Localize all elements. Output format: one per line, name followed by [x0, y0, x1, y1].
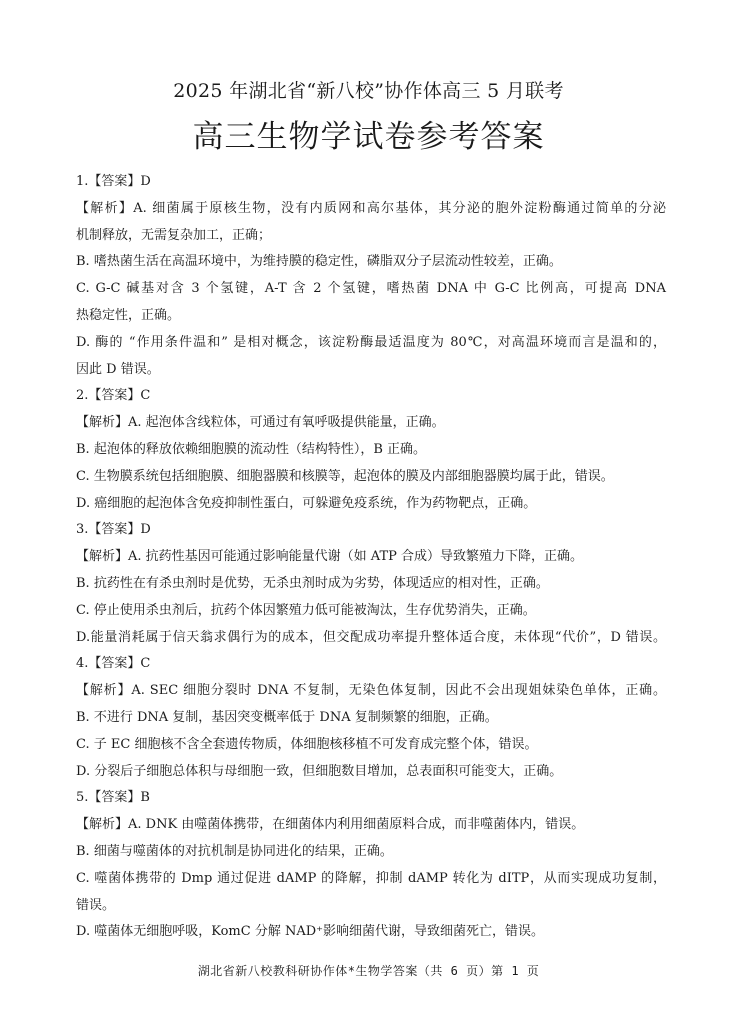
- explanation-line: B. 不进行 DNA 复制，基因突变概率低于 DNA 复制频繁的细胞，正确。: [76, 709, 498, 725]
- explanation-line: B. 抗药性在有杀虫剂时是优势，无杀虫剂时成为劣势，体现适应的相对性，正确。: [76, 575, 549, 591]
- answer-heading: 3.【答案】D: [76, 522, 151, 538]
- answer-heading: 1.【答案】D: [76, 174, 151, 189]
- page-title: 高三生物学试卷参考答案: [192, 119, 545, 155]
- explanation-line: 热稳定性，正确。: [76, 307, 181, 323]
- answer-heading: 5.【答案】B: [76, 790, 150, 806]
- explanation-line: C. 停止使用杀虫剂后，抗药个体因繁殖力低可能被淘汰，生存优势消失，正确。: [76, 602, 536, 618]
- explanation-line: C. 子 EC 细胞核不含全套遗传物质，体细胞核移植不可发育成完整个体，错误。: [76, 736, 538, 752]
- answer-content: [76, 169, 666, 946]
- explanation-line: C. 生物膜系统包括细胞膜、细胞器膜和核膜等，起泡体的膜及内部细胞器膜均属于此，错误。: [76, 468, 614, 484]
- explanation-line: B. 细菌与噬菌体的对抗机制是协同进化的结果，正确。: [76, 843, 393, 859]
- explanation-line: B. 起泡体的释放依赖细胞膜的流动性（结构特性），B 正确。: [76, 441, 427, 457]
- answer-heading: 4.【答案】C: [76, 656, 151, 672]
- explanation-line: D.能量消耗属于信天翁求偶行为的成本，但交配成功率提升整体适合度，未体现“代价”，D 错误。: [76, 629, 666, 645]
- explanation-line: 【解析】A. 抗药性基因可能通过影响能量代谢（如 ATP 合成）导致繁殖力下降，正确。: [76, 549, 584, 565]
- answer-heading: 2.【答案】C: [76, 388, 151, 404]
- explanation-line: D. 分裂后子细胞总体积与母细胞一致，但细胞数目增加，总表面积可能变大，正确。: [76, 763, 563, 779]
- explanation-line: 机制释放，无需复杂加工，正确；: [76, 227, 272, 243]
- page-footer: 湖北省新八校教科研协作体*生物学答案（共 6 页）第 1 页: [197, 964, 540, 978]
- explanation-line: B. 嗜热菌生活在高温环境中，为维持膜的稳定性，磷脂双分子层流动性较差，正确。: [76, 254, 562, 270]
- explanation-line: 【解析】A. SEC 细胞分裂时 DNA 不复制，无染色体复制，因此不会出现姐妹染色单体，正确。: [76, 683, 666, 699]
- explanation-line: D. 酶的 “作用条件温和” 是相对概念，该淀粉酶最适温度为 80℃，对高温环境而言是温和的，: [76, 334, 666, 350]
- explanation-line: C. G-C 碱基对含 3 个氢键，A-T 含 2 个氢键，嗜热菌 DNA 中 G-C 比例高，可提高 DNA: [76, 281, 666, 297]
- explanation-line: D. 噬菌体无细胞呼吸，KomC 分解 NAD⁺影响细菌代谢，导致细菌死亡，错误。: [76, 924, 545, 940]
- exam-title: 2025 年湖北省“新八校”协作体高三 5 月联考: [173, 80, 564, 102]
- explanation-line: 【解析】A. 细菌属于原核生物，没有内质网和高尔基体，其分泌的胞外淀粉酶通过简单的分泌: [76, 200, 666, 216]
- explanation-line: 因此 D 错误。: [76, 361, 160, 377]
- explanation-line: 错误。: [76, 897, 116, 913]
- explanation-line: C. 噬菌体携带的 Dmp 通过促进 dAMP 的降解，抑制 dAMP 转化为 dITP，从而实现成功复制，: [76, 870, 666, 886]
- explanation-line: 【解析】A. 起泡体含线粒体，可通过有氧呼吸提供能量，正确。: [76, 415, 445, 431]
- explanation-line: D. 癌细胞的起泡体含免疫抑制性蛋白，可躲避免疫系统，作为药物靶点，正确。: [76, 495, 537, 511]
- explanation-line: 【解析】A. DNK 由噬菌体携带，在细菌体内利用细菌原料合成，而非噬菌体内，错误。: [76, 817, 585, 833]
